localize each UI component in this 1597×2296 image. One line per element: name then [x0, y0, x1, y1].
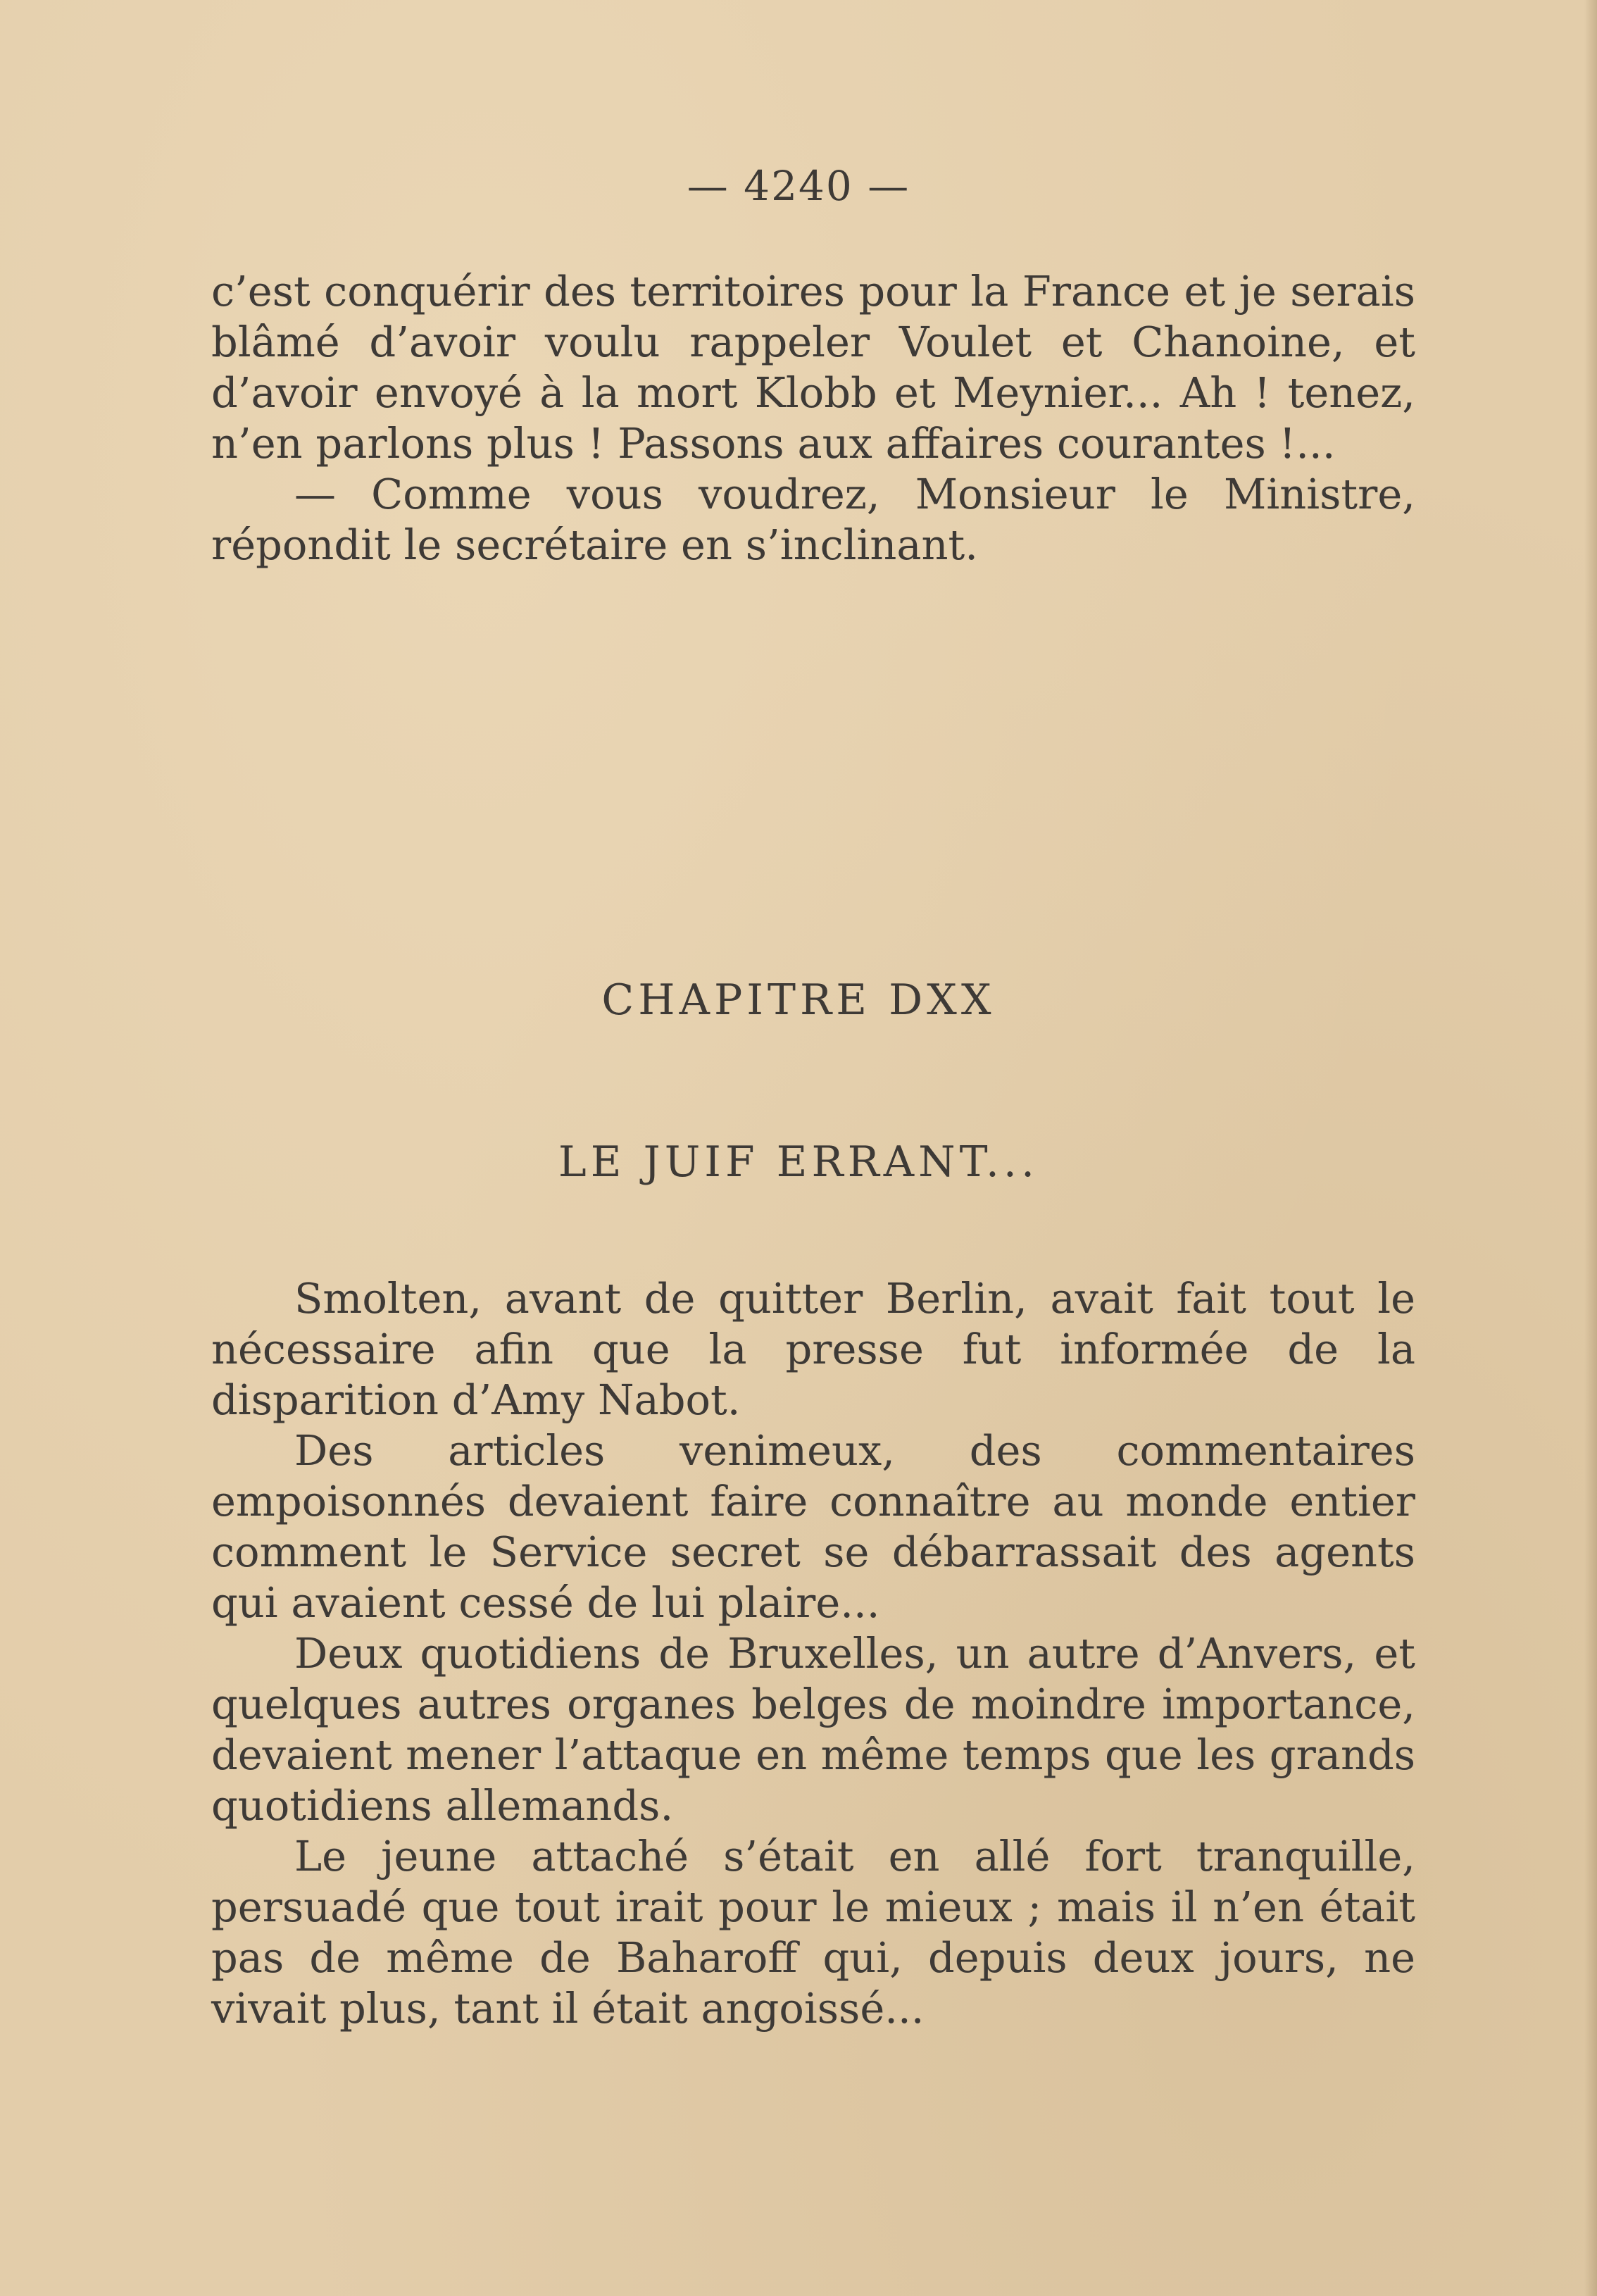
- paragraph: c’est conquérir des territoires pour la France et je serais blâmé d’avoir voulu rappeler Voulet et Chanoine, et d’avoir envoyé à la mort Klobb et Meynier... Ah ! tenez, n’en parlons plus ! Passons aux affaires courantes !...: [211, 267, 1415, 468]
- paragraph: Le jeune attaché s’était en allé fort tranquille, persuadé que tout irait pour le mieux ; mais il n’en était pas de même de Baharoff qui, depuis deux jours, ne vivait plus, tant il était angoissé...: [211, 1832, 1415, 2033]
- paragraph: Smolten, avant de quitter Berlin, avait fait tout le nécessaire afin que la presse fut informée de la disparition d’Amy Nabot.: [211, 1274, 1415, 1424]
- page-number: — 4240 —: [687, 162, 910, 210]
- paragraph: Deux quotidiens de Bruxelles, un autre d’Anvers, et quelques autres organes belges de moindre importance, devaient mener l’attaque en même temps que les grands quotidiens allemands.: [211, 1629, 1415, 1830]
- paragraph: Des articles venimeux, des commentaires empoisonnés devaient faire connaître au monde entier comment le Service secret se débarrassait des agents qui avaient cessé de lui plaire...: [211, 1426, 1415, 1627]
- previous-chapter-text: [211, 266, 1415, 570]
- chapter-title: CHAPITRE DXX: [601, 975, 996, 1025]
- chapter-body-text: [211, 1273, 1415, 2034]
- chapter-subtitle: LE JUIF ERRANT...: [558, 1137, 1039, 1187]
- paragraph: — Comme vous voudrez, Monsieur le Ministre, répondit le secrétaire en s’inclinant.: [211, 470, 1415, 569]
